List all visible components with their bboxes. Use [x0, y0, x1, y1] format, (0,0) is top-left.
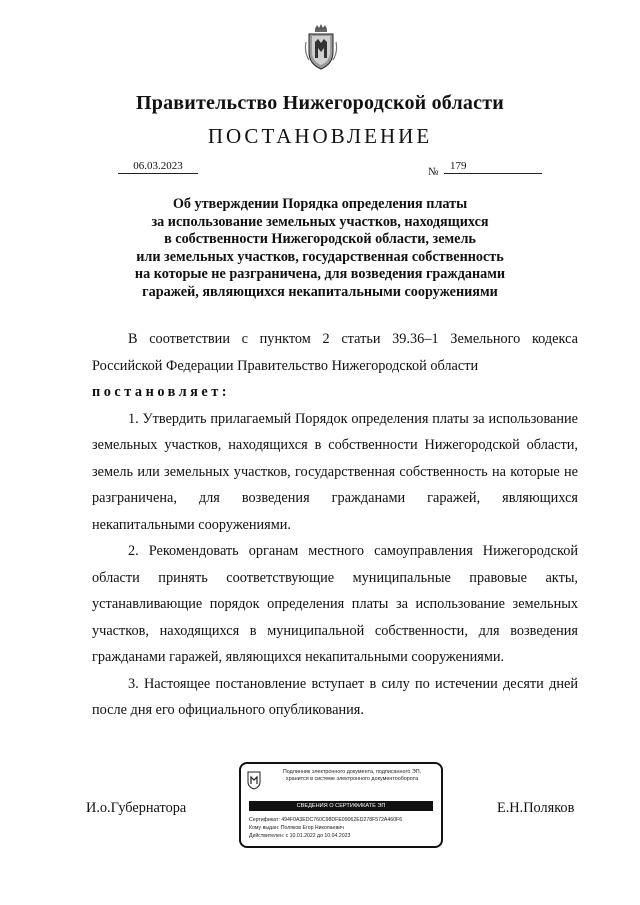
- heading-line: на которые не разграничена, для возведения гражданами: [134, 266, 506, 283]
- document-date: 06.03.2023: [118, 160, 198, 174]
- paragraph-2: 2. Рекомендовать органам местного самоуправления Нижегородской области принять соответствующие муниципальные правовые акты, устанавливающие порядок определения платы за использование земельных участков, находящихся в муниципальной собственности, для возведения гражданами гаражей, являющихся некапитальными сооружениями.: [92, 543, 578, 665]
- heading-line: гаражей, являющихся некапитальными сооружениями: [142, 283, 498, 300]
- heading-line: Об утверждении Порядка определения платы: [172, 196, 468, 212]
- stamp-title-bar: СВЕДЕНИЯ О СЕРТИФИКАТЕ ЭП: [249, 801, 433, 811]
- document-body: [92, 326, 578, 724]
- electronic-signature-stamp: [239, 762, 443, 848]
- stamp-header: [265, 769, 439, 783]
- document-type: ПОСТАНОВЛЕНИЕ: [207, 124, 433, 148]
- decree-word: постановляет:: [92, 384, 231, 400]
- coat-of-arms-emblem: [304, 24, 338, 70]
- signatory-name: Е.Н.Поляков: [497, 800, 575, 816]
- preamble-paragraph: В соответствии с пунктом 2 статьи 39.36–1 Земельного кодекса Российской Федерации Правительство Нижегородской области: [92, 331, 578, 374]
- stamp-header-line: Подлинник электронного документа, подписанного ЭП,: [282, 769, 422, 775]
- number-label: №: [428, 166, 439, 178]
- paragraph-1: 1. Утвердить прилагаемый Порядок определения платы за использование земельных участков, находящихся в собственности Нижегородской области, земель или земельных участков, государственная собственность на которые не разграничена, для возведения гражданами гаражей, являющихся некапитальными сооружениями.: [92, 410, 578, 533]
- government-title: Правительство Нижегородской области: [136, 92, 504, 114]
- heading-line: или земельных участков, государственная собственность: [136, 248, 504, 265]
- document-heading: [90, 196, 550, 302]
- paragraph-3: 3. Настоящее постановление вступает в силу по истечении десяти дней после дня его официального опубликования.: [92, 675, 578, 718]
- document-number: 179: [444, 160, 542, 174]
- stamp-header-line: хранится в системе электронного документооборота: [285, 776, 419, 782]
- heading-line: за использование земельных участков, находящихся: [151, 213, 489, 230]
- heading-line: в собственности Нижегородской области, земель: [164, 231, 476, 248]
- certificate-validity: Действителен: с 10.01.2022 до 10.04.2023: [249, 833, 351, 839]
- certificate-owner: Кому выдан: Поляков Егор Николаевич: [249, 825, 344, 831]
- emblem-icon: [247, 770, 261, 790]
- certificate-id: Сертификат: 494F0A3EDC760C98DFE09062ED278F572A460F6: [249, 817, 403, 823]
- signatory-position: И.о.Губернатора: [86, 800, 187, 816]
